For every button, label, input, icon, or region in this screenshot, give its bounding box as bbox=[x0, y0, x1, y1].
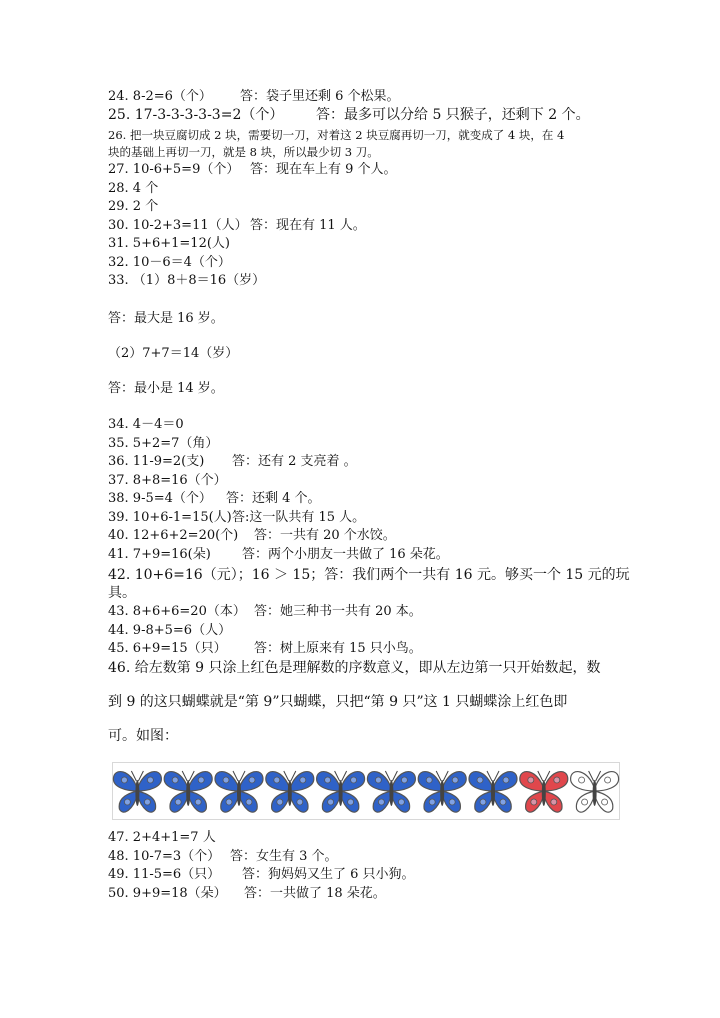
answer-line-26a: 26. 把一块豆腐切成 2 块，需要切一刀，对着这 2 块豆腐再切一刀，就变成了 4 块，在 4 bbox=[108, 128, 565, 142]
answer-line-33-2-reply: 答：最小是 14 岁。 bbox=[108, 381, 224, 396]
butterfly-4-blue bbox=[266, 771, 314, 812]
answer-line-27: 27. 10-6+5=9（个） 答：现在车上有 9 个人。 bbox=[108, 162, 397, 177]
answer-line-41: 41. 7+9=16(朵) 答：两个小朋友一共做了 16 朵花。 bbox=[108, 547, 449, 562]
answer-line-39: 39. 10+6-1=15(人)答:这一队共有 15 人。 bbox=[108, 510, 366, 525]
answer-line-38: 38. 9-5=4（个） 答：还剩 4 个。 bbox=[108, 491, 321, 506]
answer-line-40: 40. 12+6+2=20(个) 答：一共有 20 个水饺。 bbox=[108, 528, 396, 543]
butterfly-1-blue bbox=[113, 771, 161, 812]
answer-line-32: 32. 10－6＝4（个） bbox=[108, 255, 231, 270]
answer-line-33-2: （2）7+7＝14（岁） bbox=[108, 346, 239, 361]
butterfly-row-illustration bbox=[112, 762, 620, 820]
butterfly-5-blue bbox=[317, 771, 365, 812]
answer-line-31: 31. 5+6+1=12(人) bbox=[108, 236, 230, 251]
butterfly-9-red bbox=[520, 771, 568, 812]
answer-line-49: 49. 11-5=6（只） 答：狗妈妈又生了 6 只小狗。 bbox=[108, 867, 415, 882]
answer-line-36: 36. 11-9=2(支) 答：还有 2 支亮着 。 bbox=[108, 454, 357, 469]
answer-line-30: 30. 10-2+3=11（人） 答：现在有 11 人。 bbox=[108, 218, 366, 233]
answer-line-24: 24. 8-2=6（个） 答：袋子里还剩 6 个松果。 bbox=[108, 89, 400, 104]
answer-line-46b: 到 9 的这只蝴蝶就是“第 9”只蝴蝶，只把“第 9 只”这 1 只蝴蝶涂上红色即 bbox=[108, 694, 568, 710]
answer-line-26b: 块的基础上再切一刀，就是 8 块，所以最少切 3 刀。 bbox=[108, 145, 379, 159]
answer-line-35: 35. 5+2=7（角） bbox=[108, 436, 219, 451]
answer-line-33-1: 33. （1）8＋8＝16（岁） bbox=[108, 273, 266, 288]
answer-line-29: 29. 2 个 bbox=[108, 199, 159, 214]
butterfly-8-blue bbox=[469, 771, 517, 812]
butterfly-7-blue bbox=[418, 771, 466, 812]
answer-line-43: 43. 8+6+6=20（本） 答：她三种书一共有 20 本。 bbox=[108, 604, 422, 619]
butterfly-2-blue bbox=[164, 771, 212, 812]
answer-line-42a: 42. 10+6=16（元）；16 ＞ 15；答：我们两个一共有 16 元。够买一个 15 元的玩 bbox=[108, 567, 630, 583]
answer-line-48: 48. 10-7=3（个） 答：女生有 3 个。 bbox=[108, 849, 338, 864]
answer-line-28: 28. 4 个 bbox=[108, 181, 159, 196]
butterfly-10-white bbox=[571, 771, 619, 812]
answer-line-47: 47. 2+4+1=7 人 bbox=[108, 830, 216, 845]
butterfly-3-blue bbox=[215, 771, 263, 812]
answer-line-46a: 46. 给左数第 9 只涂上红色是理解数的序数意义，即从左边第一只开始数起，数 bbox=[108, 660, 601, 676]
answer-line-25: 25. 17-3-3-3-3-3=2（个） 答：最多可以分给 5 只猴子，还剩下 2 个。 bbox=[108, 107, 590, 123]
answer-line-50: 50. 9+9=18（朵） 答：一共做了 18 朵花。 bbox=[108, 886, 386, 901]
answer-line-33-1-reply: 答：最大是 16 岁。 bbox=[108, 311, 224, 326]
answer-line-45: 45. 6+9=15（只） 答：树上原来有 15 只小鸟。 bbox=[108, 641, 422, 656]
answer-line-37: 37. 8+8=16（个） bbox=[108, 473, 227, 488]
answer-line-46c: 可。如图： bbox=[108, 728, 178, 744]
butterfly-6-blue bbox=[367, 771, 415, 812]
answer-line-42b: 具。 bbox=[108, 585, 136, 601]
answer-line-34: 34. 4－4＝0 bbox=[108, 417, 184, 432]
answer-line-44: 44. 9-8+5=6（人） bbox=[108, 623, 232, 638]
